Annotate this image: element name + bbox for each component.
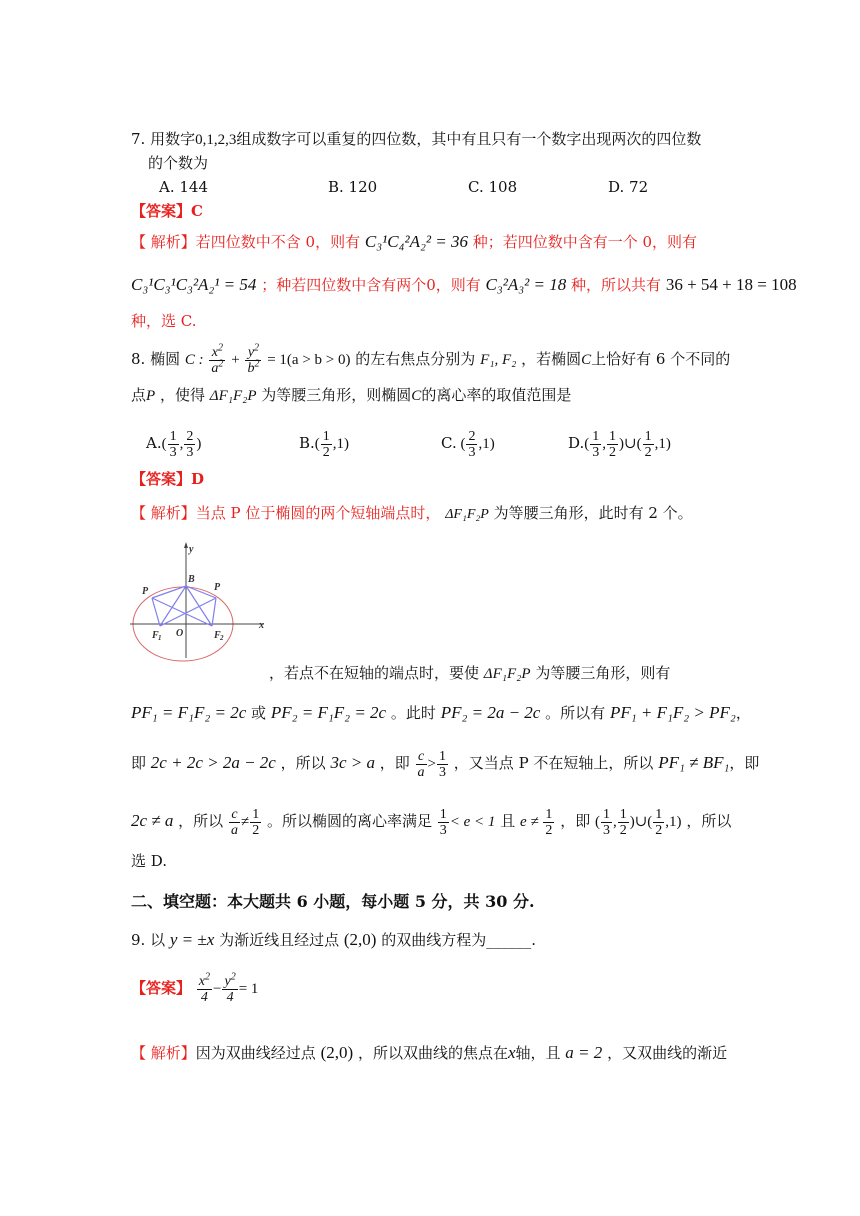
- q8-option-d: D.( $\frac{1}{3}$ , $\frac{1}{2}$ )∪( $\frac{1}{2}$ ,1): [568, 428, 671, 460]
- q8-line2: 点P ，使得 ΔF₁F₂P 为等腰三角形，则椭圆C的离心率的取值范围是: [131, 386, 572, 404]
- figure-label-f2: F: [214, 630, 221, 641]
- q8-final: 选 D.: [131, 852, 168, 870]
- q7-option-d: D. 72: [608, 178, 649, 196]
- q9-analysis: 【 解析】因为双曲线经过点 (2,0) ，所以双曲线的焦点在x轴，且 a = 2 ，又双曲线的渐近: [131, 1043, 728, 1062]
- q7-option-a: A. 144: [159, 178, 208, 196]
- q7-analysis-line1: 【 解析】若四位数中不含 0，则有 C₃¹C₄²A₂² = 36 种；若四位数中含有一个 0，则有: [131, 232, 698, 251]
- figure-label-f2-sub: 2: [220, 634, 224, 642]
- figure-label-p-left: P: [142, 586, 149, 597]
- q8-line1: 8. 椭圆 C : $\frac{x^2}{a^2}$ + $\frac{y^2}{b^2}$ = 1(a > b > 0) 的左右焦点分别为 F₁, F₂ ，若椭圆C上恰好有 6 个不同的: [131, 341, 731, 376]
- triangle-lines: [152, 586, 216, 626]
- q9-line1: 9. 以 y = ±x 为渐近线且经过点 (2,0) 的双曲线方程为______.: [131, 930, 536, 949]
- q7-answer: 【答案】C: [131, 202, 203, 220]
- q7-option-c: C. 108: [468, 178, 518, 196]
- section-heading: 二、填空题：本大题共 6 小题，每小题 5 分，共 30 分.: [131, 892, 535, 911]
- q8-answer: 【答案】D: [131, 470, 205, 488]
- y-axis-arrow: [184, 542, 188, 548]
- q7-line1: 7. 用数字0,1,2,3组成数字可以重复的四位数，其中有且只有一个数字出现两次的四位数: [131, 130, 702, 148]
- q8-option-a: A.( $\frac{1}{3}$ , $\frac{2}{3}$ ): [146, 428, 202, 460]
- figure-label-b: B: [188, 574, 195, 585]
- q8-analysis-line3: PF₁ = F₁F₂ = 2c 或 PF₂ = F₁F₂ = 2c 。此时 PF₂ = 2a − 2c 。所以有 PF₁ + F₁F₂ > PF₂，: [131, 703, 751, 722]
- figure-label-x: x: [259, 620, 264, 631]
- figure-label-f1-sub: 1: [158, 634, 162, 642]
- q9-answer: 【答案】 $\frac{x^2}{4}$ − $\frac{y^2}{4}$ = 1: [131, 970, 259, 1005]
- figure-label-o: O: [176, 628, 184, 639]
- figure-label-p-right: P: [214, 582, 221, 593]
- figure-label-y: y: [189, 544, 194, 555]
- q7-analysis-line3: 种，选 C.: [131, 312, 197, 330]
- q8-analysis-line5: 2c ≠ a ，所以 $\frac{c}{a}$ ≠ $\frac{1}{2}$ 。所以椭圆的离心率满足 $\frac{1}{3}$ < e < 1 且 e ≠ $\frac{1}{2}$ ，即 ( $\frac{1}{3}$ , $\frac{1}{2}$ )∪( $\frac{1}{2}$ ,1) ，所以: [131, 806, 732, 838]
- q8-analysis-line1: 【 解析】当点 P 位于椭圆的两个短轴端点时， ΔF₁F₂P 为等腰三角形，此时有 2 个。: [131, 504, 693, 522]
- q7-line2: 的个数为: [148, 154, 209, 172]
- q7-analysis-line2: C₃¹C₃¹C₃²A₂¹ = 54 ；种若四位数中含有两个0，则有 C₃²A₃² = 18 种，所以共有 36 + 54 + 18 = 108: [131, 275, 797, 294]
- q8-analysis-line2: ，若点不在短轴的端点时，要使 ΔF₁F₂P 为等腰三角形，则有: [269, 664, 671, 682]
- q7-option-b: B. 120: [328, 178, 378, 196]
- figure-label-f1: F: [152, 630, 159, 641]
- q8-option-c: C. ( $\frac{2}{3}$ ,1): [441, 428, 495, 460]
- ellipse-figure: [128, 540, 270, 662]
- q8-analysis-line4: 即 2c + 2c > 2a − 2c ，所以 3c > a ，即 $\frac{c}{a}$ > $\frac{1}{3}$ ，又当点 P 不在短轴上，所以 PF₁ ≠ BF₁，即: [131, 748, 760, 780]
- q8-option-b: B.( $\frac{1}{2}$ ,1): [299, 428, 350, 460]
